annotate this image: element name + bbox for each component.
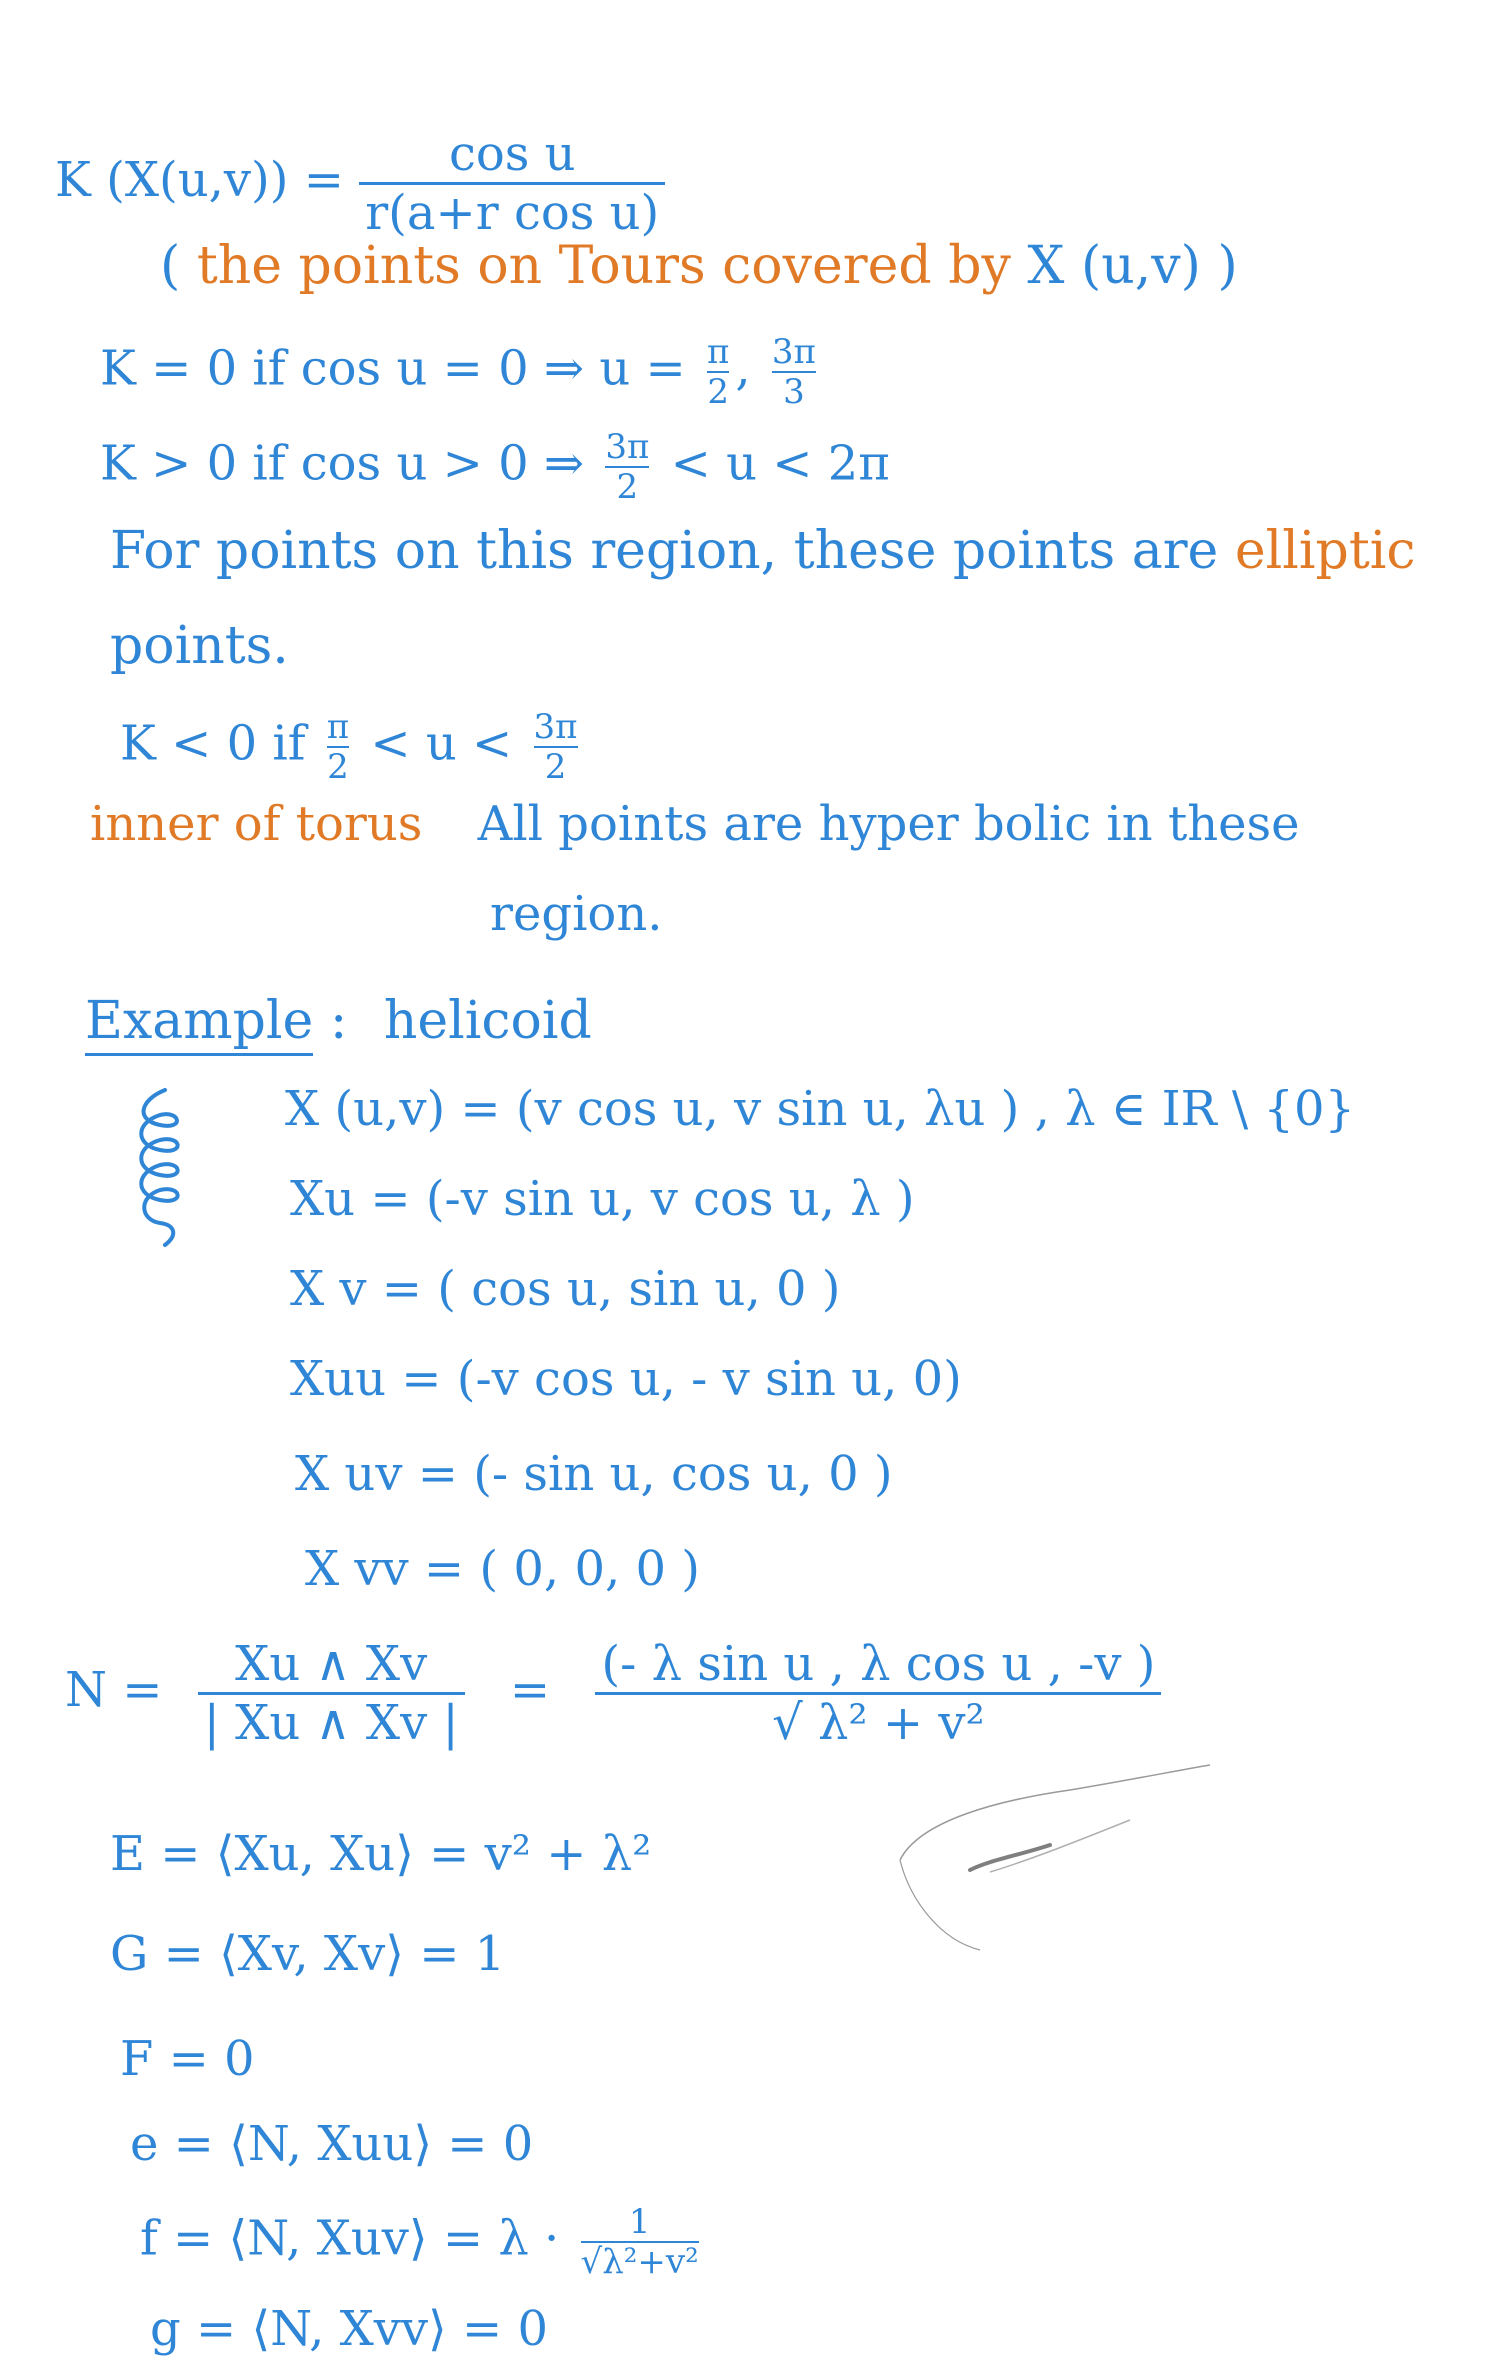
normal-fraction-1 xyxy=(198,1636,465,1751)
k-negative-line xyxy=(120,707,584,787)
k-negative-frac-2 xyxy=(533,707,578,787)
normal-num-1: Xu ∧ Xv xyxy=(235,1636,428,1692)
k-zero-line xyxy=(100,332,822,412)
k-zero-frac-2 xyxy=(771,332,816,412)
normal-equals: = xyxy=(509,1662,551,1718)
example-label: Example xyxy=(85,991,313,1056)
coef-f-text: f = ⟨N, Xuv⟩ = λ · xyxy=(140,2210,560,2267)
coef-F: F = 0 xyxy=(120,2031,255,2087)
coef-e: e = ⟨N, Xuu⟩ = 0 xyxy=(130,2116,534,2172)
curvature-fraction xyxy=(359,126,665,241)
k-zero-frac-1-num: π xyxy=(707,332,730,372)
k-zero-frac-2-den: 3 xyxy=(772,371,816,409)
coef-E: E = ⟨Xu, Xu⟩ = v² + λ² xyxy=(110,1826,652,1882)
elliptic-line-2: points. xyxy=(110,616,289,676)
coef-f xyxy=(140,2202,705,2282)
k-negative-frac-1 xyxy=(326,707,350,787)
k-positive-frac-num: 3π xyxy=(605,427,650,467)
k-positive-line xyxy=(100,427,890,507)
elliptic-line-1 xyxy=(110,521,1416,581)
curvature-formula xyxy=(55,126,665,241)
curvature-numerator: cos u xyxy=(448,126,576,182)
equation-parametrization: X (u,v) = (v cos u, v sin u, λu ) , λ ∈ IR \ {0} xyxy=(285,1081,1356,1137)
equation-xuv: X uv = (- sin u, cos u, 0 ) xyxy=(295,1446,893,1502)
k-positive-tail: < u < 2π xyxy=(670,435,890,492)
k-negative-frac-1-num: π xyxy=(326,707,350,747)
coef-f-den: √λ²+v² xyxy=(580,2242,699,2282)
equation-xv: X v = ( cos u, sin u, 0 ) xyxy=(290,1261,841,1317)
curvature-denominator: r(a+r cos u) xyxy=(359,182,665,237)
k-negative-text: K < 0 if xyxy=(120,715,306,772)
coef-f-frac xyxy=(580,2202,699,2282)
normal-lhs: N = xyxy=(65,1662,163,1718)
k-negative-mid: < u < xyxy=(370,715,513,772)
normal-formula xyxy=(65,1636,1161,1751)
normal-fraction-2 xyxy=(595,1636,1161,1751)
equation-xuu: Xuu = (-v cos u, - v sin u, 0) xyxy=(290,1351,962,1407)
torus-note-open: ( xyxy=(160,236,181,296)
pencil-smudge-icon xyxy=(880,1750,1240,1970)
coef-f-num: 1 xyxy=(628,2202,651,2242)
k-zero-frac-2-num: 3π xyxy=(771,332,816,372)
normal-num-2: (- λ sin u , λ cos u , -v ) xyxy=(601,1636,1156,1692)
hyperbolic-line-1 xyxy=(90,796,1300,852)
elliptic-text: For points on this region, these points are xyxy=(110,521,1219,581)
normal-den-2: √ λ² + v² xyxy=(595,1692,1161,1747)
coef-g: g = ⟨N, Xvv⟩ = 0 xyxy=(150,2301,549,2357)
k-negative-frac-1-den: 2 xyxy=(327,747,349,787)
k-negative-frac-2-den: 2 xyxy=(534,746,578,784)
k-negative-frac-2-num: 3π xyxy=(533,707,578,747)
coef-G: G = ⟨Xv, Xv⟩ = 1 xyxy=(110,1926,506,1982)
example-colon: : xyxy=(329,991,348,1051)
torus-note-orange: the points on Tours covered by xyxy=(196,236,1011,296)
curvature-lhs: K (X(u,v)) = xyxy=(55,152,344,208)
equation-xu: Xu = (-v sin u, v cos u, λ ) xyxy=(290,1171,915,1227)
k-zero-text: K = 0 if cos u = 0 ⇒ u = xyxy=(100,340,686,397)
k-positive-frac-den: 2 xyxy=(605,466,649,504)
inner-of-torus-note: inner of torus xyxy=(90,796,423,852)
k-positive-frac xyxy=(605,427,650,507)
hyperbolic-line-2: region. xyxy=(490,886,663,942)
k-zero-frac-1 xyxy=(707,332,730,412)
k-positive-text: K > 0 if cos u > 0 ⇒ xyxy=(100,435,585,492)
equation-xvv: X vv = ( 0, 0, 0 ) xyxy=(305,1541,701,1597)
k-zero-sep: , xyxy=(735,340,751,397)
normal-den-1: | Xu ∧ Xv | xyxy=(198,1692,465,1747)
example-title: helicoid xyxy=(383,991,592,1051)
torus-note xyxy=(160,236,1238,296)
helix-sketch-icon xyxy=(120,1085,200,1255)
torus-note-tail: X (u,v) ) xyxy=(1027,236,1238,296)
elliptic-word: elliptic xyxy=(1234,521,1416,581)
k-zero-frac-1-den: 2 xyxy=(707,372,730,412)
example-heading xyxy=(85,991,592,1051)
hyperbolic-text: All points are hyper bolic in these xyxy=(477,796,1300,852)
